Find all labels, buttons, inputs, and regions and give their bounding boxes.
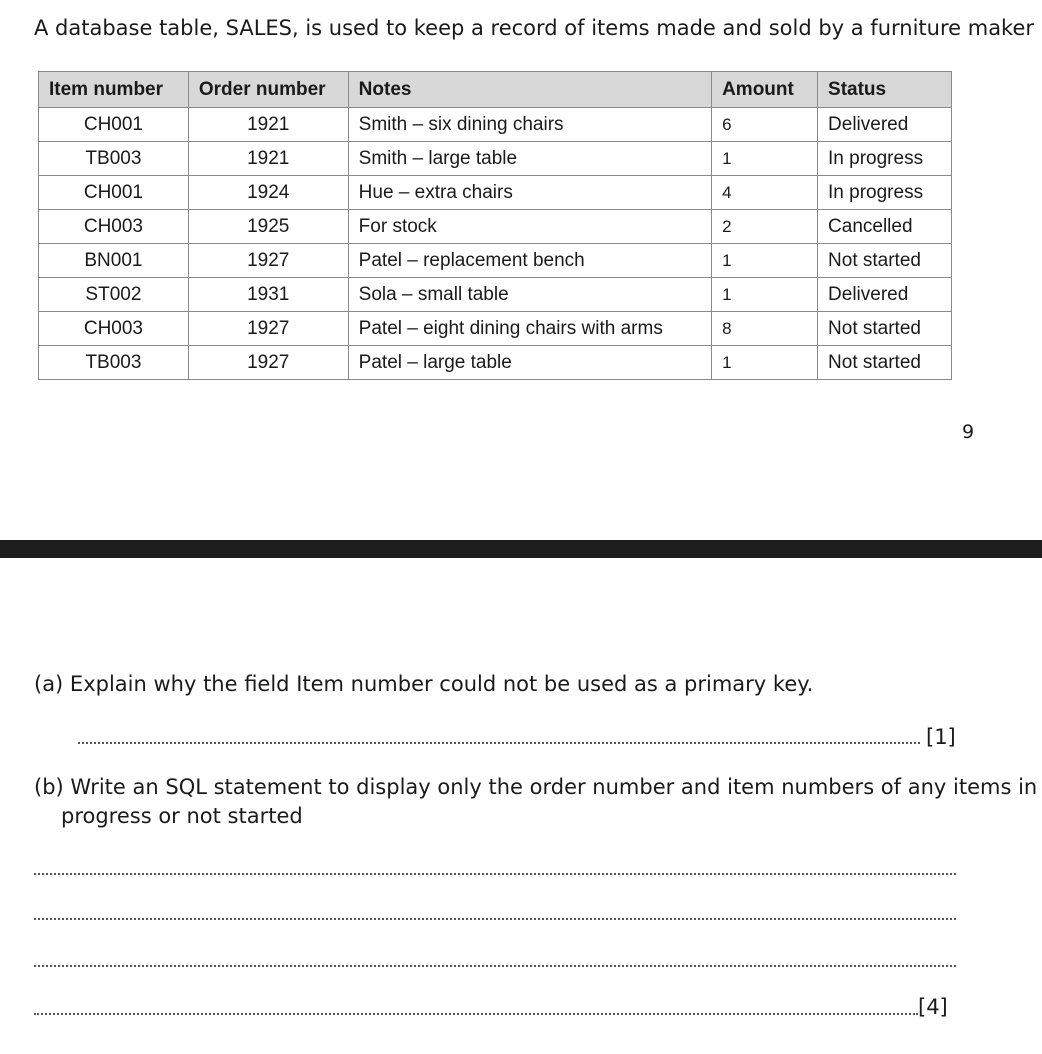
amount-cell: 1	[712, 244, 818, 278]
answer-line-b4[interactable]	[34, 1013, 918, 1015]
order-number-cell: 1921	[188, 108, 348, 142]
question-b-text-line2: progress or not started	[61, 804, 303, 828]
notes-cell: For stock	[348, 210, 711, 244]
order-number-cell: 1925	[188, 210, 348, 244]
answer-line-a[interactable]	[78, 742, 920, 744]
header-amount: Amount	[712, 72, 818, 108]
table-row	[39, 210, 952, 244]
table-row	[39, 176, 952, 210]
divider-bar	[0, 540, 1042, 558]
question-a-marks: [1]	[926, 725, 956, 749]
question-b-marks: [4]	[918, 995, 948, 1019]
order-number-cell: 1927	[188, 346, 348, 380]
notes-cell: Smith – large table	[348, 142, 711, 176]
intro-text: A database table, SALES, is used to keep a record of items made and sold by a furniture maker	[34, 16, 1035, 40]
amount-cell: 2	[712, 210, 818, 244]
answer-line-b1[interactable]	[34, 873, 956, 875]
status-cell: In progress	[818, 142, 952, 176]
header-notes: Notes	[348, 72, 711, 108]
table-header-row	[39, 72, 952, 108]
item-number-cell: CH001	[39, 176, 189, 210]
notes-cell: Smith – six dining chairs	[348, 108, 711, 142]
status-cell: In progress	[818, 176, 952, 210]
status-cell: Not started	[818, 346, 952, 380]
status-cell: Not started	[818, 312, 952, 346]
answer-line-b2[interactable]	[34, 918, 956, 920]
item-number-cell: CH003	[39, 312, 189, 346]
status-cell: Delivered	[818, 278, 952, 312]
item-number-cell: ST002	[39, 278, 189, 312]
order-number-cell: 1927	[188, 312, 348, 346]
table-row	[39, 244, 952, 278]
amount-cell: 1	[712, 278, 818, 312]
item-number-cell: CH001	[39, 108, 189, 142]
item-number-cell: TB003	[39, 142, 189, 176]
amount-cell: 6	[712, 108, 818, 142]
order-number-cell: 1931	[188, 278, 348, 312]
header-status: Status	[818, 72, 952, 108]
notes-cell: Sola – small table	[348, 278, 711, 312]
page-number: 9	[962, 421, 975, 443]
table-row	[39, 142, 952, 176]
order-number-cell: 1921	[188, 142, 348, 176]
amount-cell: 1	[712, 346, 818, 380]
question-b-text-line1: (b) Write an SQL statement to display only the order number and item numbers of any items in	[34, 775, 1038, 799]
order-number-cell: 1924	[188, 176, 348, 210]
notes-cell: Patel – replacement bench	[348, 244, 711, 278]
item-number-cell: TB003	[39, 346, 189, 380]
question-a-text: (a) Explain why the field Item number could not be used as a primary key.	[34, 672, 814, 696]
header-order-number: Order number	[188, 72, 348, 108]
notes-cell: Patel – large table	[348, 346, 711, 380]
status-cell: Delivered	[818, 108, 952, 142]
table-row	[39, 312, 952, 346]
notes-cell: Hue – extra chairs	[348, 176, 711, 210]
order-number-cell: 1927	[188, 244, 348, 278]
status-cell: Not started	[818, 244, 952, 278]
amount-cell: 1	[712, 142, 818, 176]
header-item-number: Item number	[39, 72, 189, 108]
notes-cell: Patel – eight dining chairs with arms	[348, 312, 711, 346]
answer-line-b3[interactable]	[34, 965, 956, 967]
table-row	[39, 108, 952, 142]
status-cell: Cancelled	[818, 210, 952, 244]
amount-cell: 4	[712, 176, 818, 210]
item-number-cell: BN001	[39, 244, 189, 278]
sales-table	[38, 71, 952, 380]
amount-cell: 8	[712, 312, 818, 346]
table-row	[39, 278, 952, 312]
table-row	[39, 346, 952, 380]
item-number-cell: CH003	[39, 210, 189, 244]
